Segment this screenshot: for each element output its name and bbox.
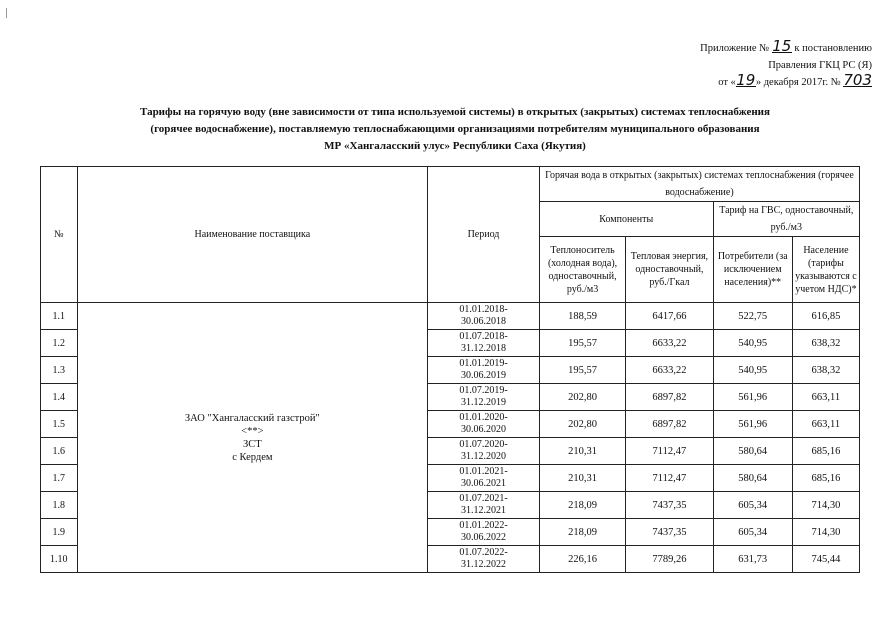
title-line-1: Тарифы на горячую воду (вне зависимости от типа используемой системы) в открытых (закрытых) системах теплоснабжения xyxy=(140,106,770,118)
header-line-1 xyxy=(700,37,872,57)
cell-consumers: 522,75 xyxy=(713,303,792,330)
header-line-3 xyxy=(700,71,872,91)
period-start: 01.01.2021- xyxy=(459,466,508,477)
cell-population: 663,11 xyxy=(792,384,859,411)
cell-energy: 6417,66 xyxy=(626,303,713,330)
appendix-number: 15 xyxy=(772,37,792,55)
cell-energy: 6633,22 xyxy=(626,330,713,357)
supplier-line-4: с Кердем xyxy=(232,451,273,463)
document-header xyxy=(700,37,872,91)
resolution-day: 19 xyxy=(736,71,756,89)
tariff-table xyxy=(40,166,860,573)
cell-coolant: 210,31 xyxy=(539,438,625,465)
supplier-line-1: ЗАО "Хангаласский газстрой" xyxy=(184,412,320,424)
header-consumers: Потребители (за исключением населения)** xyxy=(713,237,792,303)
cell-coolant: 195,57 xyxy=(539,357,625,384)
header-line-2: Правления ГКЦ РС (Я) xyxy=(768,60,872,71)
header-population: Население (тарифы указываются с учетом НДС)* xyxy=(792,237,859,303)
cell-energy: 7437,35 xyxy=(626,492,713,519)
cell-energy: 7437,35 xyxy=(626,519,713,546)
supplier-name xyxy=(77,303,428,573)
row-num: 1.2 xyxy=(41,330,78,357)
row-period xyxy=(428,438,540,465)
resolution-label: к постановлению xyxy=(794,43,872,54)
period-start: 01.07.2018- xyxy=(459,331,508,342)
period-start: 01.07.2020- xyxy=(459,439,508,450)
cell-energy: 6897,82 xyxy=(626,384,713,411)
row-num: 1.1 xyxy=(41,303,78,330)
cell-coolant: 188,59 xyxy=(539,303,625,330)
row-num: 1.9 xyxy=(41,519,78,546)
period-end: 31.12.2019 xyxy=(460,397,506,408)
row-period xyxy=(428,465,540,492)
cell-coolant: 218,09 xyxy=(539,519,625,546)
date-prefix: от « xyxy=(718,77,736,88)
row-num: 1.8 xyxy=(41,492,78,519)
period-end: 31.12.2021 xyxy=(460,505,506,516)
margin-mark xyxy=(6,8,7,18)
title-line-3: МР «Хангаласский улус» Республики Саха (Якутия) xyxy=(324,140,586,152)
cell-population: 638,32 xyxy=(792,357,859,384)
cell-population: 685,16 xyxy=(792,438,859,465)
table-row xyxy=(41,303,860,330)
period-start: 01.07.2022- xyxy=(459,547,508,558)
period-start: 01.07.2021- xyxy=(459,493,508,504)
cell-coolant: 226,16 xyxy=(539,546,625,573)
header-group: Горячая вода в открытых (закрытых) системах теплоснабжения (горячее водоснабжение) xyxy=(539,167,859,202)
cell-consumers: 580,64 xyxy=(713,465,792,492)
cell-consumers: 540,95 xyxy=(713,357,792,384)
supplier-line-2: <**> xyxy=(241,425,264,437)
cell-population: 663,11 xyxy=(792,411,859,438)
row-num: 1.4 xyxy=(41,384,78,411)
cell-energy: 7112,47 xyxy=(626,465,713,492)
period-start: 01.07.2019- xyxy=(459,385,508,396)
period-end: 31.12.2020 xyxy=(460,451,506,462)
cell-energy: 6897,82 xyxy=(626,411,713,438)
row-num: 1.6 xyxy=(41,438,78,465)
period-end: 31.12.2022 xyxy=(460,559,506,570)
period-end: 30.06.2019 xyxy=(460,370,506,381)
row-period xyxy=(428,384,540,411)
cell-population: 714,30 xyxy=(792,492,859,519)
row-num: 1.5 xyxy=(41,411,78,438)
row-num: 1.3 xyxy=(41,357,78,384)
row-period xyxy=(428,519,540,546)
row-period xyxy=(428,411,540,438)
row-num: 1.10 xyxy=(41,546,78,573)
cell-consumers: 631,73 xyxy=(713,546,792,573)
row-period xyxy=(428,546,540,573)
cell-consumers: 605,34 xyxy=(713,519,792,546)
cell-energy: 7112,47 xyxy=(626,438,713,465)
cell-population: 745,44 xyxy=(792,546,859,573)
appendix-label: Приложение № xyxy=(700,43,770,54)
document-title xyxy=(60,104,850,155)
header-energy: Тепловая энергия, одноставочный, руб./Гкал xyxy=(626,237,713,303)
cell-consumers: 605,34 xyxy=(713,492,792,519)
period-start: 01.01.2019- xyxy=(459,358,508,369)
header-components: Компоненты xyxy=(539,202,713,237)
period-end: 30.06.2018 xyxy=(460,316,506,327)
supplier-line-3: ЗСТ xyxy=(243,438,262,450)
cell-coolant: 210,31 xyxy=(539,465,625,492)
period-end: 30.06.2020 xyxy=(460,424,506,435)
row-period xyxy=(428,357,540,384)
header-period: Период xyxy=(428,167,540,303)
cell-consumers: 580,64 xyxy=(713,438,792,465)
period-start: 01.01.2022- xyxy=(459,520,508,531)
row-period xyxy=(428,303,540,330)
cell-coolant: 218,09 xyxy=(539,492,625,519)
cell-energy: 6633,22 xyxy=(626,357,713,384)
cell-coolant: 195,57 xyxy=(539,330,625,357)
cell-population: 685,16 xyxy=(792,465,859,492)
header-num: № xyxy=(41,167,78,303)
header-supplier: Наименование поставщика xyxy=(77,167,428,303)
row-num: 1.7 xyxy=(41,465,78,492)
cell-population: 638,32 xyxy=(792,330,859,357)
period-start: 01.01.2020- xyxy=(459,412,508,423)
resolution-number: 703 xyxy=(843,71,872,89)
period-start: 01.01.2018- xyxy=(459,304,508,315)
header-coolant: Теплоноситель (холодная вода), одноставочный, руб./м3 xyxy=(539,237,625,303)
period-end: 30.06.2021 xyxy=(460,478,506,489)
cell-coolant: 202,80 xyxy=(539,411,625,438)
period-end: 31.12.2018 xyxy=(460,343,506,354)
row-period xyxy=(428,330,540,357)
cell-coolant: 202,80 xyxy=(539,384,625,411)
cell-population: 714,30 xyxy=(792,519,859,546)
date-mid: » декабря 2017г. № xyxy=(755,77,841,88)
cell-consumers: 561,96 xyxy=(713,384,792,411)
period-end: 30.06.2022 xyxy=(460,532,506,543)
cell-energy: 7789,26 xyxy=(626,546,713,573)
cell-consumers: 561,96 xyxy=(713,411,792,438)
cell-population: 616,85 xyxy=(792,303,859,330)
title-line-2: (горячее водоснабжение), поставляемую теплоснабжающими организациями потребителям муниципального образования xyxy=(150,123,760,135)
row-period xyxy=(428,492,540,519)
header-tariff: Тариф на ГВС, одноставочный, руб./м3 xyxy=(713,202,859,237)
cell-consumers: 540,95 xyxy=(713,330,792,357)
